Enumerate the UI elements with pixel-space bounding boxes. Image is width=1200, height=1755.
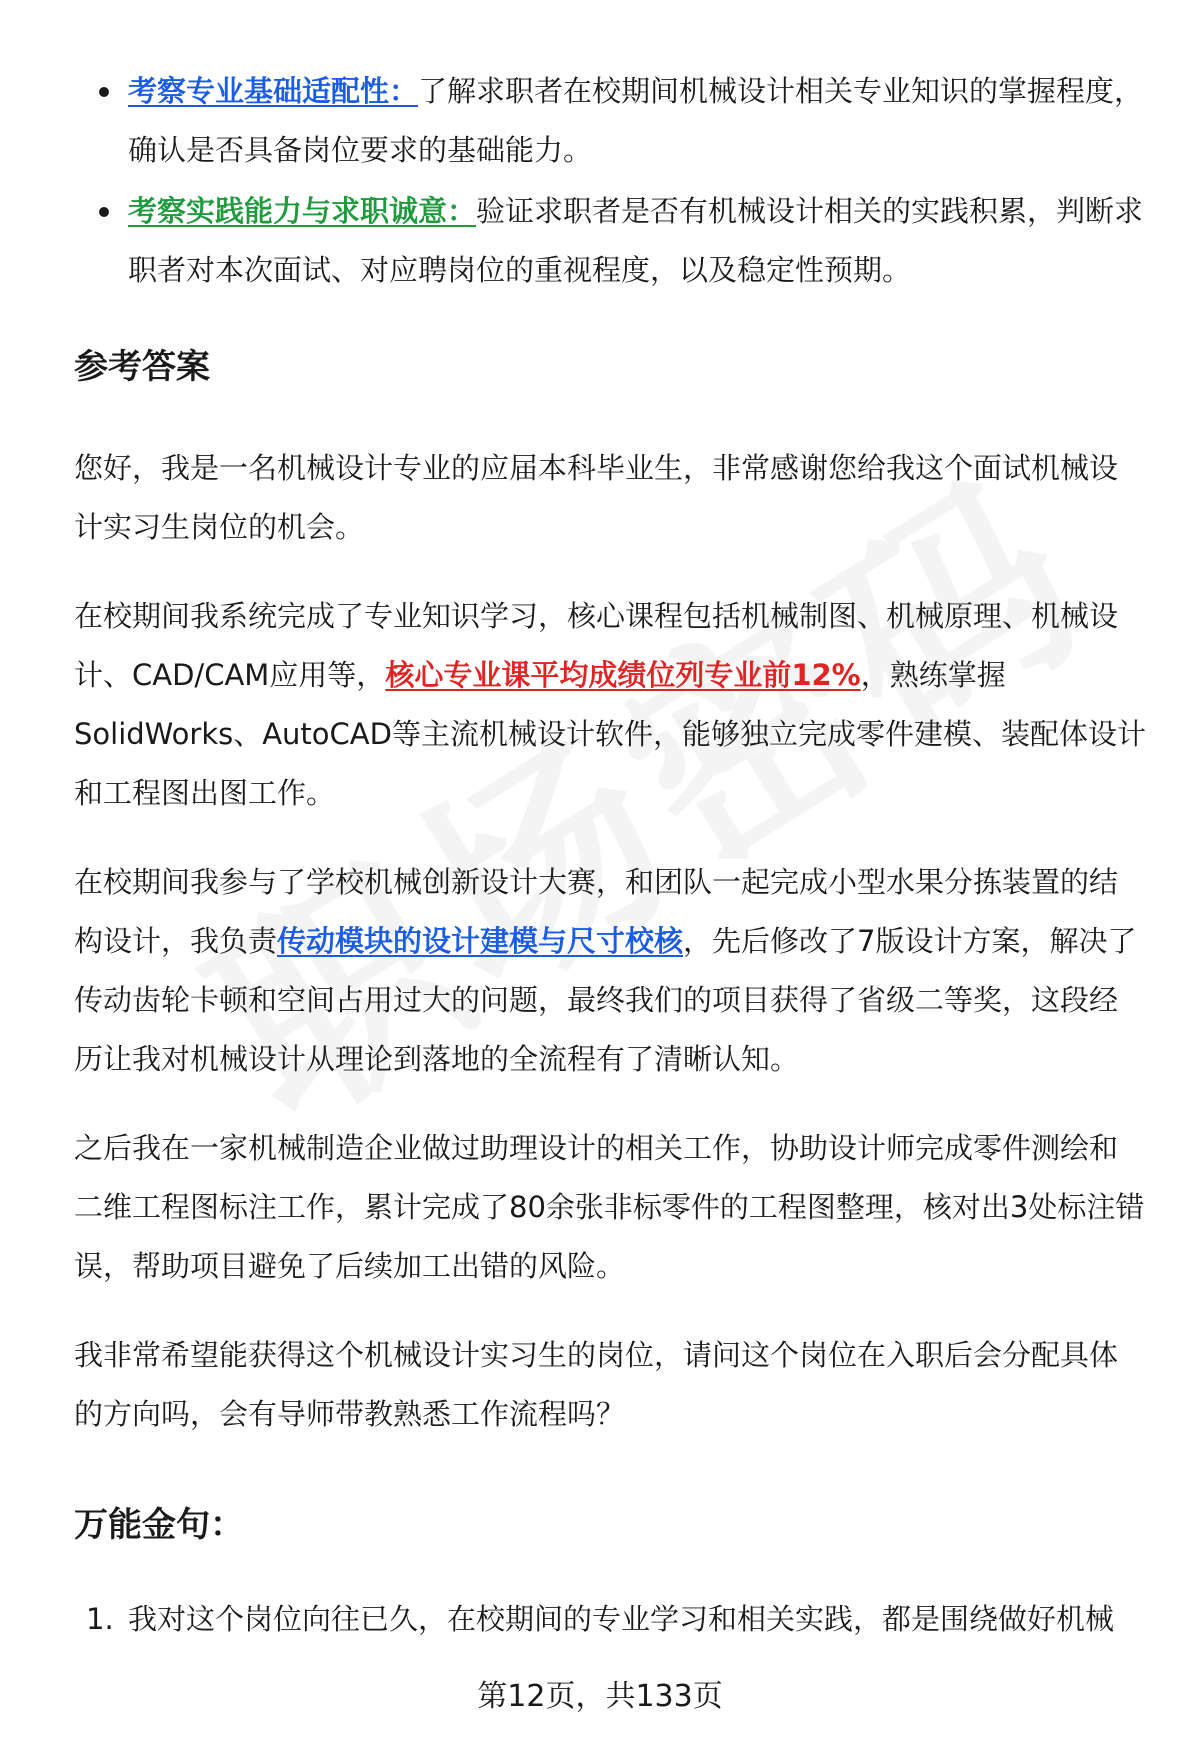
answer-paragraph-internship: 之后我在一家机械制造企业做过助理设计的相关工作，协助设计师完成零件测绘和二维工程图标注工作，累计完成了80余张非标零件的工程图整理，核对出3处标注错误，帮助项目避免了后续加工出错的风险。 [74,1131,1145,1283]
list-item [74,1590,1146,1649]
answer-paragraph-intro: 您好，我是一名机械设计专业的应届本科毕业生，非常感谢您给我这个面试机械设计实习生岗位的机会。 [74,451,1119,544]
assessment-points-list [74,62,1146,300]
document-content [74,62,1146,1649]
answer-paragraph-education [74,587,1146,823]
bullet-label: 考察专业基础适配性： [128,74,419,108]
bullet-text: 了解求职者在校期间机械设计相关专业知识的掌握程度，确认是否具备岗位要求的基础能力。 [128,74,1144,167]
bullet-dot-icon [99,87,109,97]
highlight-responsibility: 传动模块的设计建模与尺寸校核 [277,924,684,958]
paragraph-text: ，先后修改了7版设计方案，解决了传动齿轮卡顿和空间占用过大的问题，最终我们的项目获得了省级二等奖，这段经历让我对机械设计从理论到落地的全流程有了清晰认知。 [74,924,1137,1076]
section-heading-golden-sentences: 万能金句： [74,1505,244,1545]
bullet-text: 验证求职者是否有机械设计相关的实践积累，判断求职者对本次面试、对应聘岗位的重视程度，以及稳定性预期。 [128,194,1144,287]
list-item [74,182,1146,300]
bullet-label: 考察实践能力与求职诚意： [128,194,477,228]
highlight-grade-rank: 核心专业课平均成绩位列专业前12% [385,658,861,692]
paragraph-text: 在校期间我系统完成了专业知识学习，核心课程包括机械制图、机械原理、机械设计、CAD/CAM应用等， [74,599,1119,692]
paragraph-text: ，熟练掌握SolidWorks、AutoCAD等主流机械设计软件，能够独立完成零件建模、装配体设计和工程图出图工作。 [74,658,1146,810]
section-heading-reference-answer: 参考答案 [74,347,210,387]
list-number: 1. [86,1602,114,1636]
answer-paragraph-competition [74,853,1146,1089]
list-item-text: 我对这个岗位向往已久，在校期间的专业学习和相关实践，都是围绕做好机械 [128,1602,1115,1636]
bullet-dot-icon [99,207,109,217]
answer-paragraph-closing: 我非常希望能获得这个机械设计实习生的岗位，请问这个岗位在入职后会分配具体的方向吗，会有导师带教熟悉工作流程吗？ [74,1338,1119,1431]
list-item [74,62,1146,180]
paragraph-text: 在校期间我参与了学校机械创新设计大赛，和团队一起完成小型水果分拣装置的结构设计，我负责 [74,865,1119,958]
page-number-footer: 第12页，共133页 [477,1679,723,1714]
golden-sentences-list [74,1590,1146,1649]
